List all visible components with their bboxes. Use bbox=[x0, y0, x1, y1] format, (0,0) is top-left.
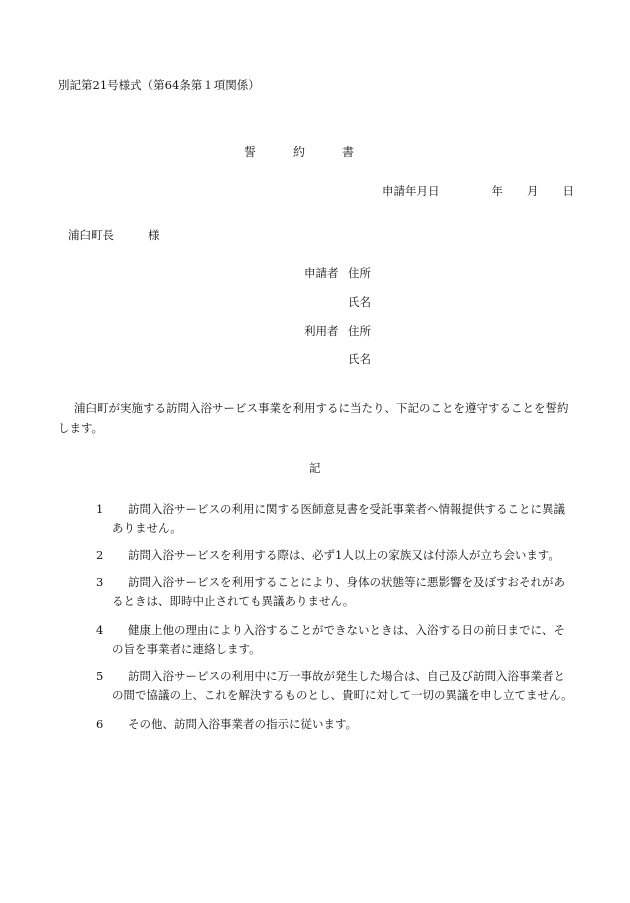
item-number: 2 bbox=[96, 548, 104, 562]
application-date-line bbox=[382, 186, 574, 198]
user-role: 利用者 bbox=[304, 324, 339, 338]
ki-heading: 記 bbox=[309, 461, 321, 475]
item-number: 6 bbox=[96, 717, 104, 731]
form-number-label: 別記第21号様式（第64条第１項関係） bbox=[58, 78, 260, 92]
applicant-address-label: 住所 bbox=[348, 266, 371, 280]
date-day: 日 bbox=[562, 184, 574, 198]
pledge-item-1 bbox=[96, 500, 574, 538]
addressee bbox=[68, 230, 160, 242]
title-char-2: 約 bbox=[292, 145, 305, 159]
date-month: 月 bbox=[527, 184, 539, 198]
pledge-item-2 bbox=[96, 546, 574, 565]
addressee-honorific: 様 bbox=[148, 228, 160, 242]
title-char-3: 書 bbox=[341, 145, 354, 159]
user-address-label: 住所 bbox=[348, 324, 371, 338]
item-text: 健康上他の理由により入浴することができないときは、入浴する日の前日までに、その旨を事業者に連絡します。 bbox=[112, 623, 565, 656]
item-number: 1 bbox=[96, 502, 104, 516]
applicant-name-label: 氏名 bbox=[348, 295, 371, 309]
item-text: 訪問入浴サービスの利用に関する医師意見書を受託事業者へ情報提供することに異議ありません。 bbox=[112, 502, 565, 535]
item-text: 訪問入浴サービスの利用中に万一事故が発生した場合は、自己及び訪問入浴事業者との間で協議の上、これを解決するものとし、貴町に対して一切の異議を申し立てません。 bbox=[112, 669, 573, 702]
title-char-1: 誓 bbox=[244, 145, 257, 159]
item-number: 4 bbox=[96, 623, 104, 637]
document-title bbox=[244, 146, 354, 158]
pledge-item-3 bbox=[96, 573, 574, 611]
item-text: その他、訪問入浴事業者の指示に従います。 bbox=[128, 717, 358, 731]
item-number: 5 bbox=[96, 669, 104, 683]
date-year: 年 bbox=[491, 184, 503, 198]
item-number: 3 bbox=[96, 575, 104, 589]
pledge-item-6 bbox=[96, 715, 574, 734]
item-text: 訪問入浴サービスを利用する際は、必ず1人以上の家族又は付添人が立ち会います。 bbox=[128, 548, 560, 562]
pledge-intro-paragraph: 浦臼町が実施する訪問入浴サービス事業を利用するに当たり、下記のことを遵守することを誓約します。 bbox=[58, 401, 569, 435]
user-name-label: 氏名 bbox=[348, 352, 371, 366]
applicant-role: 申請者 bbox=[304, 266, 339, 280]
pledge-item-4 bbox=[96, 621, 574, 659]
item-text: 訪問入浴サービスを利用することにより、身体の状態等に悪影響を及ぼすおそれがあるときは、即時中止されても異議ありません。 bbox=[112, 575, 565, 608]
date-label: 申請年月日 bbox=[382, 184, 440, 198]
pledge-item-5 bbox=[96, 667, 574, 705]
addressee-name: 浦臼町長 bbox=[68, 228, 114, 242]
